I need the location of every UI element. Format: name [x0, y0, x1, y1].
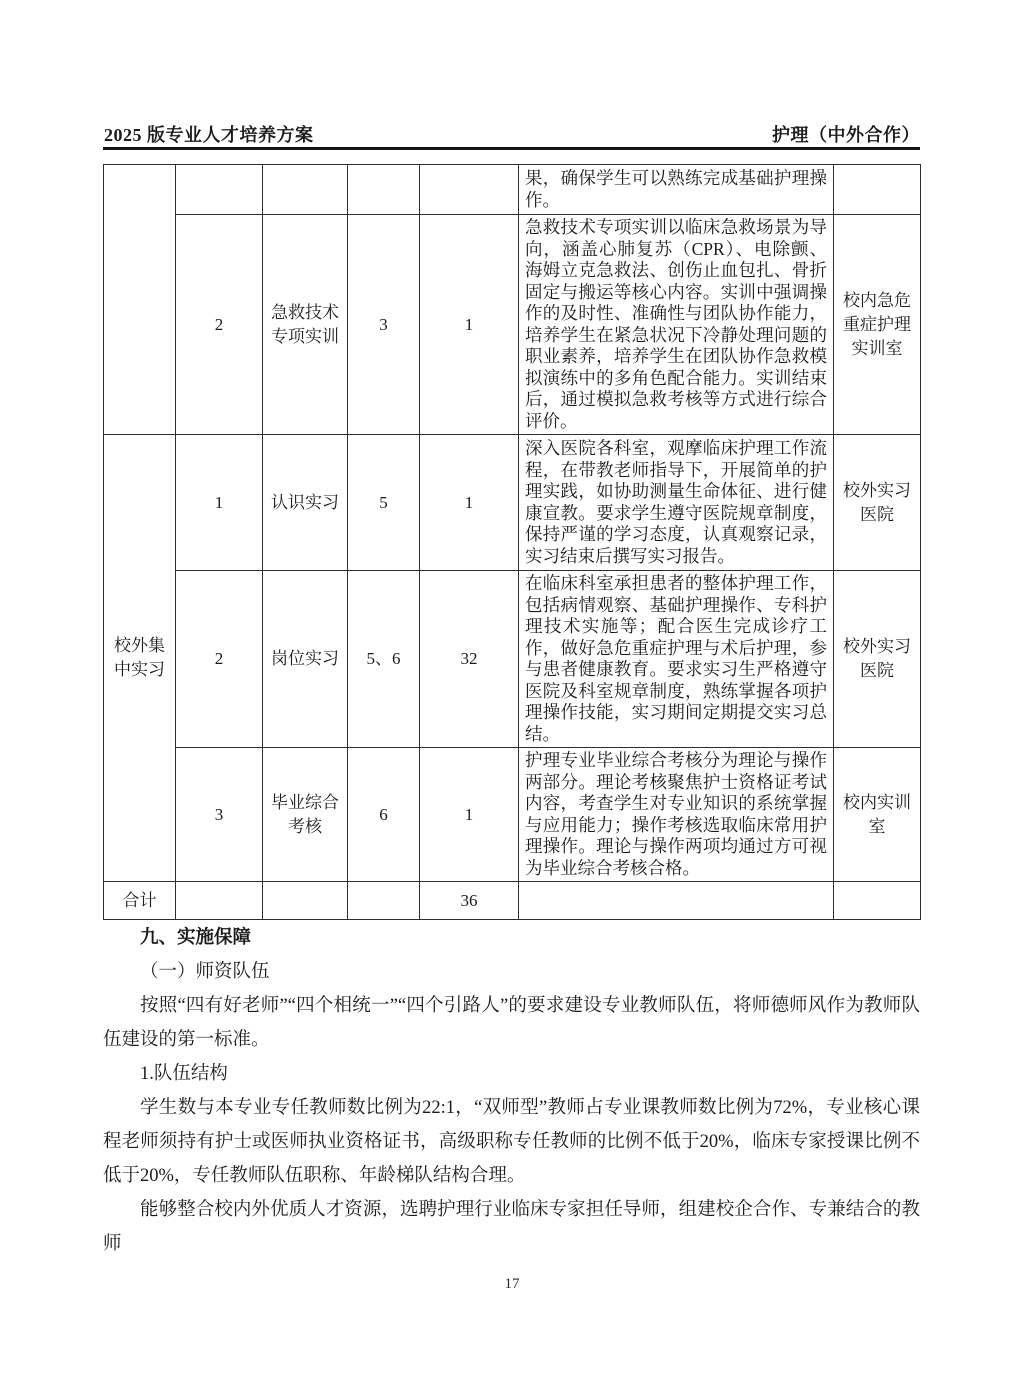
section-heading-nine: 九、实施保障 [140, 928, 252, 948]
course-name-cell: 岗位实习 [263, 571, 348, 748]
paragraph-resource-integration: 能够整合校内外优质人才资源，选聘护理行业临床专家担任导师，组建校企合作、专兼结合的教师 [103, 1200, 920, 1254]
paragraph-team-ratios: 学生数与本专业专任教师数比例为22:1，“双师型”教师占专业课教师数比例为72%，专业核心课程老师须持有护士或医师执业资格证书，高级职称专任教师的比例不低于20%，临床专家授课比例不低于20%，专任教师队伍职称、年龄梯队结构合理。 [103, 1098, 920, 1186]
course-name-cell: 认识实习 [263, 435, 348, 571]
empty-cell [263, 882, 348, 920]
empty-cell [348, 882, 420, 920]
header-double-rule [103, 147, 920, 150]
semester-cell: 3 [348, 215, 420, 435]
description-cell: 急救技术专项实训以临床急救场景为导向，涵盖心肺复苏（CPR）、电除颤、海姆立克急救法、创伤止血包扎、骨折固定与搬运等核心内容。实训中强调操作的及时性、准确性与团队协作能力，培养学生在紧急状况下冷静处理问题的职业素养，培养学生在团队协作急救模拟演练中的多角色配合能力。实训结束后，通过模拟急救考核等方式进行综合评价。 [519, 215, 834, 435]
page-header [104, 121, 920, 147]
course-name-cell: 急救技术专项实训 [263, 215, 348, 435]
total-weeks-cell: 36 [420, 882, 519, 920]
group-cell-empty [104, 165, 176, 435]
practical-training-table [103, 164, 921, 920]
weeks-cell: 1 [420, 435, 519, 571]
description-cell: 果，确保学生可以熟练完成基础护理操作。 [519, 165, 834, 215]
total-label-cell: 合计 [104, 882, 176, 920]
header-title-right: 护理（中外合作） [772, 125, 920, 145]
table-row-cognition-internship [104, 435, 921, 571]
semester-cell: 5 [348, 435, 420, 571]
empty-cell [263, 165, 348, 215]
course-name-cell: 毕业综合考核 [263, 748, 348, 882]
description-cell: 深入医院各科室，观摩临床护理工作流程，在带教老师指导下，开展简单的护理实践，如协助测量生命体征、进行健康宣教。要求学生遵守医院规章制度，保持严谨的学习态度，认真观察记录，实习结束后撰写实习报告。 [519, 435, 834, 571]
sequence-cell: 3 [176, 748, 263, 882]
subsection-heading-team-structure: 1.队伍结构 [140, 1064, 228, 1084]
sequence-cell: 2 [176, 215, 263, 435]
semester-cell: 6 [348, 748, 420, 882]
page-number: 17 [504, 1276, 520, 1292]
table-row-continuation [104, 165, 921, 215]
empty-cell [834, 165, 921, 215]
table-row-graduation-assessment [104, 748, 921, 882]
weeks-cell: 1 [420, 215, 519, 435]
table-row-post-internship [104, 571, 921, 748]
group-cell-offcampus: 校外集中实习 [104, 435, 176, 882]
empty-cell [834, 882, 921, 920]
subsection-heading-faculty: （一）师资队伍 [140, 962, 270, 982]
body-text-section [103, 921, 920, 1261]
paragraph-teacher-standard: 按照“四有好老师”“四个相统一”“四个引路人”的要求建设专业教师队伍，将师德师风作为教师队伍建设的第一标准。 [103, 996, 920, 1050]
location-cell: 校外实习医院 [834, 435, 921, 571]
empty-cell [420, 165, 519, 215]
empty-cell [519, 882, 834, 920]
empty-cell [176, 882, 263, 920]
header-title-left: 2025 版专业人才培养方案 [104, 125, 314, 145]
sequence-cell: 1 [176, 435, 263, 571]
empty-cell [176, 165, 263, 215]
location-cell: 校外实习医院 [834, 571, 921, 748]
location-cell: 校内急危重症护理实训室 [834, 215, 921, 435]
table-row-total [104, 882, 921, 920]
semester-cell: 5、6 [348, 571, 420, 748]
description-cell: 护理专业毕业综合考核分为理论与操作两部分。理论考核聚焦护士资格证考试内容，考查学生对专业知识的系统掌握与应用能力；操作考核选取临床常用护理操作。理论与操作两项均通过方可视为毕业综合考核合格。 [519, 748, 834, 882]
empty-cell [348, 165, 420, 215]
table-row-emergency-training [104, 215, 921, 435]
description-cell: 在临床科室承担患者的整体护理工作，包括病情观察、基础护理操作、专科护理技术实施等；配合医生完成诊疗工作，做好急危重症护理与术后护理，参与患者健康教育。要求实习生严格遵守医院及科室规章制度，熟练掌握各项护理操作技能，实习期间定期提交实习总结。 [519, 571, 834, 748]
location-cell: 校内实训室 [834, 748, 921, 882]
weeks-cell: 32 [420, 571, 519, 748]
weeks-cell: 1 [420, 748, 519, 882]
sequence-cell: 2 [176, 571, 263, 748]
